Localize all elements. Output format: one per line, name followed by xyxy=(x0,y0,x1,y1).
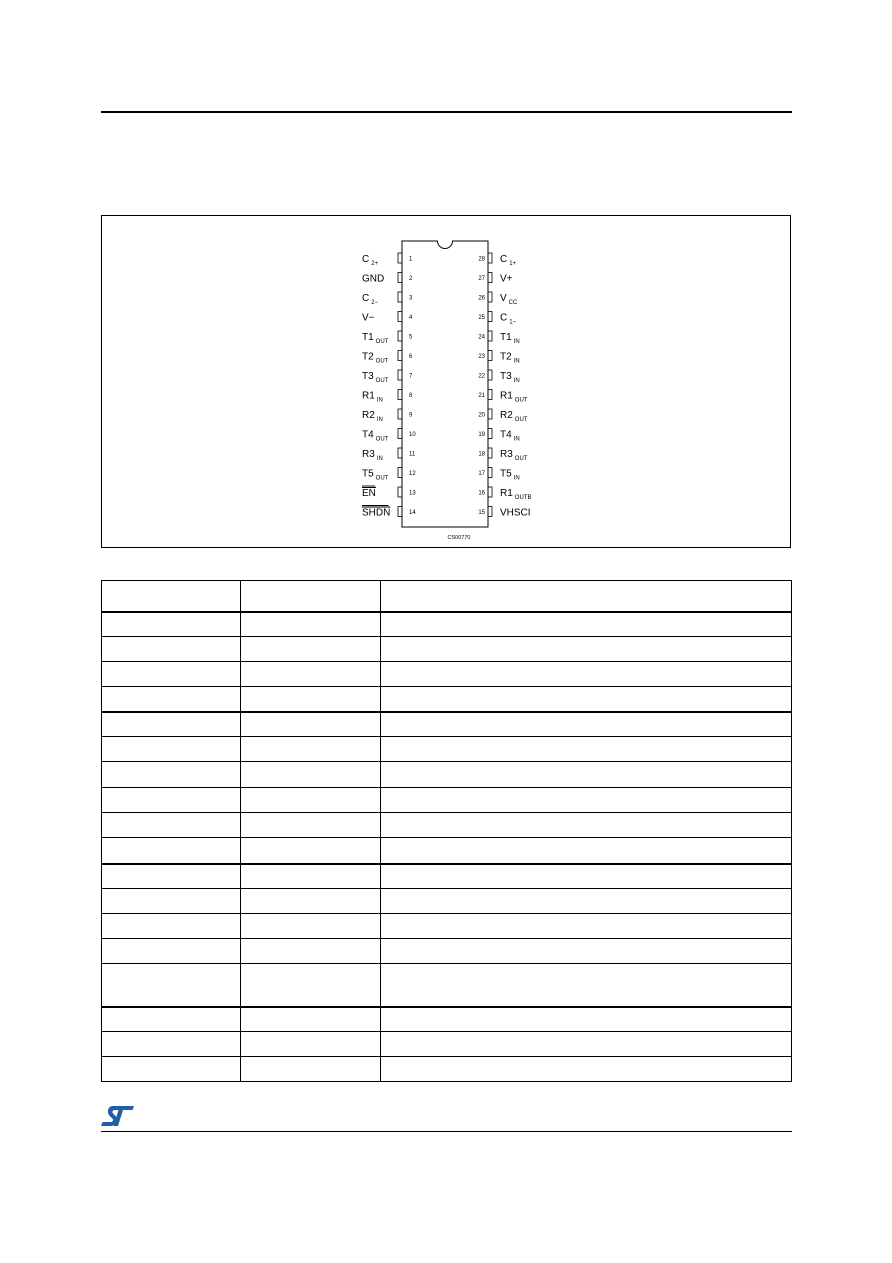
pin-number: 28 xyxy=(478,256,485,263)
pin-label: R1 $_{IN}$ xyxy=(362,390,383,404)
pin-lead xyxy=(488,331,492,341)
pin-number: 9 xyxy=(409,412,413,419)
pin-lead xyxy=(398,331,402,341)
pin-lead xyxy=(398,273,402,283)
table-cell xyxy=(381,914,791,938)
pin-5 xyxy=(362,331,413,345)
pin-number: 25 xyxy=(478,315,485,321)
pin-number: 23 xyxy=(478,354,485,360)
pin-number: 1 xyxy=(409,256,413,263)
st-logo-icon xyxy=(101,1104,135,1128)
table-header-row xyxy=(102,581,791,611)
table-header-cell xyxy=(381,581,791,611)
pin-number: 2 xyxy=(409,276,413,282)
pin-2 xyxy=(362,273,413,285)
pin-number: 22 xyxy=(478,373,485,380)
table-cell xyxy=(381,637,791,661)
table-row xyxy=(102,686,791,711)
pin-17 xyxy=(478,468,519,482)
pin-8 xyxy=(362,390,413,404)
pin-lead xyxy=(488,351,492,361)
table-cell xyxy=(241,737,381,761)
pin-label: T4 $_{IN}$ xyxy=(500,429,520,443)
table-cell xyxy=(381,939,791,963)
pin-lead xyxy=(398,468,402,478)
table-cell xyxy=(381,662,791,686)
table-row xyxy=(102,938,791,963)
pin-label: T2 $_{IN}$ xyxy=(500,351,520,365)
table-row xyxy=(102,963,791,1006)
table-cell xyxy=(241,613,381,636)
table-row xyxy=(102,736,791,761)
pin-label: T1 $_{IN}$ xyxy=(500,332,520,345)
table-cell xyxy=(102,737,241,761)
pin-number: 16 xyxy=(478,490,485,497)
pin-number: 7 xyxy=(409,373,413,380)
pin-label: V+ xyxy=(500,273,513,285)
table-cell xyxy=(381,865,791,888)
pin-number: 6 xyxy=(409,354,413,360)
pin-9 xyxy=(362,409,413,423)
table-cell xyxy=(381,1008,791,1031)
table-cell xyxy=(102,713,241,736)
pin-22 xyxy=(478,370,519,384)
pin-lead xyxy=(488,273,492,283)
table-cell xyxy=(381,964,791,1006)
pin-12 xyxy=(362,468,416,482)
pin-description-table xyxy=(101,580,792,1082)
pin-lead xyxy=(398,312,402,322)
pin-lead xyxy=(398,253,402,263)
pin-10 xyxy=(362,429,416,443)
table-cell xyxy=(241,939,381,963)
pin-21 xyxy=(478,390,527,404)
pin-label: T3 $_{IN}$ xyxy=(500,371,520,384)
pin-lead xyxy=(398,429,402,439)
footer-rule xyxy=(101,1131,792,1132)
table-cell xyxy=(102,762,241,787)
table-cell xyxy=(102,889,241,913)
table-cell xyxy=(241,1008,381,1031)
table-cell xyxy=(102,939,241,963)
table-cell xyxy=(102,1032,241,1056)
table-row xyxy=(102,711,791,736)
pin-26 xyxy=(478,292,518,306)
table-cell xyxy=(102,687,241,711)
table-row xyxy=(102,837,791,863)
table-cell xyxy=(241,788,381,812)
pin-label: T1 $_{OUT}$ xyxy=(362,332,389,345)
pin-label: V $_{CC}$ xyxy=(500,293,518,306)
table-header-cell xyxy=(241,581,381,611)
table-cell xyxy=(381,737,791,761)
pin-label: C $_{2-}$ xyxy=(362,293,379,306)
header-rule xyxy=(101,111,792,113)
pin-number: 14 xyxy=(409,510,416,516)
ic-package-body xyxy=(402,241,488,527)
pin-lead xyxy=(488,507,492,517)
pin-lead xyxy=(488,487,492,497)
table-row xyxy=(102,761,791,787)
table-cell xyxy=(241,1057,381,1081)
pin-28 xyxy=(478,253,516,267)
pin-lead xyxy=(398,409,402,419)
pin-lead xyxy=(488,448,492,458)
pin-number: 18 xyxy=(478,451,485,458)
pin-label: V− xyxy=(362,312,375,324)
pin-label: R2 $_{OUT}$ xyxy=(500,410,528,423)
figure-code-label: CS00770 xyxy=(447,535,471,541)
table-header-cell xyxy=(102,581,241,611)
pin-label: EN xyxy=(362,488,376,499)
pin-18 xyxy=(478,448,527,462)
pin-label: C $_{2+}$ xyxy=(362,254,379,267)
pin-lead xyxy=(398,370,402,380)
pin-number: 11 xyxy=(409,451,416,458)
table-row xyxy=(102,787,791,812)
pin-number: 12 xyxy=(409,471,416,477)
pin-13 xyxy=(362,486,416,499)
table-cell xyxy=(241,889,381,913)
table-cell xyxy=(241,713,381,736)
pin-15 xyxy=(478,507,530,519)
pin-lead xyxy=(488,312,492,322)
pin-lead xyxy=(488,253,492,263)
pin-1 xyxy=(362,253,413,267)
table-row xyxy=(102,1056,791,1081)
table-cell xyxy=(102,838,241,863)
table-row xyxy=(102,888,791,913)
pin-label: R1 $_{OUT}$ xyxy=(500,390,528,404)
pin-20 xyxy=(478,409,527,423)
table-cell xyxy=(241,813,381,837)
table-cell xyxy=(241,1032,381,1056)
table-cell xyxy=(102,914,241,938)
pin-number: 24 xyxy=(478,334,485,341)
table-cell xyxy=(381,889,791,913)
pin-number: 20 xyxy=(478,412,485,419)
table-cell xyxy=(381,1032,791,1056)
pin-label: C $_{1+}$ xyxy=(500,254,517,267)
table-cell xyxy=(241,914,381,938)
pin-label: T5 $_{IN}$ xyxy=(500,468,520,482)
pin-label: R3 $_{IN}$ xyxy=(362,449,383,462)
pin-label: R2 $_{IN}$ xyxy=(362,410,383,423)
pin-lead xyxy=(488,468,492,478)
pin-11 xyxy=(362,448,416,462)
pin-lead xyxy=(488,370,492,380)
ic-pinout-diagram xyxy=(102,216,792,549)
pin-number: 15 xyxy=(478,510,485,516)
pin-14 xyxy=(362,506,416,519)
table-cell xyxy=(381,1057,791,1081)
pin-number: 17 xyxy=(478,471,485,477)
pin-label: T5 $_{OUT}$ xyxy=(362,468,389,482)
table-cell xyxy=(241,637,381,661)
table-row xyxy=(102,636,791,661)
table-cell xyxy=(381,762,791,787)
pin-7 xyxy=(362,370,413,384)
pin-number: 13 xyxy=(409,490,416,497)
table-cell xyxy=(102,788,241,812)
pin-number: 10 xyxy=(409,432,416,438)
pin-lead xyxy=(398,448,402,458)
pin-lead xyxy=(488,409,492,419)
table-cell xyxy=(102,613,241,636)
pin-3 xyxy=(362,292,413,306)
pin-19 xyxy=(478,429,519,443)
pin-label: T2 $_{OUT}$ xyxy=(362,351,389,365)
table-cell xyxy=(102,662,241,686)
pin-25 xyxy=(478,312,516,326)
pin-label: VHSCI xyxy=(500,507,531,519)
table-cell xyxy=(241,762,381,787)
pin-lead xyxy=(488,429,492,439)
pin-number: 3 xyxy=(409,295,413,302)
table-cell xyxy=(381,687,791,711)
pin-lead xyxy=(488,390,492,400)
pin-label: T3 $_{OUT}$ xyxy=(362,371,389,384)
table-cell xyxy=(241,662,381,686)
pin-number: 8 xyxy=(409,393,413,399)
pin-number: 19 xyxy=(478,432,485,438)
pin-lead xyxy=(398,351,402,361)
pin-lead xyxy=(398,487,402,497)
table-row xyxy=(102,661,791,686)
pin-number: 26 xyxy=(478,295,485,302)
pin-label: R1 $_{OUTB}$ xyxy=(500,488,532,501)
pin-number: 27 xyxy=(478,276,485,282)
pin-16 xyxy=(478,487,531,501)
pin-label: T4 $_{OUT}$ xyxy=(362,429,389,443)
table-cell xyxy=(241,838,381,863)
table-row xyxy=(102,1031,791,1056)
pin-lead xyxy=(398,292,402,302)
table-cell xyxy=(381,713,791,736)
table-row xyxy=(102,611,791,636)
table-cell xyxy=(381,813,791,837)
st-logo-shape xyxy=(101,1106,134,1126)
table-row xyxy=(102,1006,791,1031)
pin-label: GND xyxy=(362,273,385,285)
table-row xyxy=(102,913,791,938)
pin-connection-figure xyxy=(101,215,791,548)
pin-4 xyxy=(362,312,413,324)
table-cell xyxy=(241,865,381,888)
table-row xyxy=(102,863,791,888)
pin-number: 5 xyxy=(409,334,413,341)
table-cell xyxy=(102,964,241,1006)
table-cell xyxy=(241,964,381,1006)
pin-24 xyxy=(478,331,519,345)
pin-lead xyxy=(398,507,402,517)
pin-label: C $_{1-}$ xyxy=(500,312,517,326)
table-cell xyxy=(381,838,791,863)
pin-lead xyxy=(488,292,492,302)
pin-number: 21 xyxy=(478,393,485,399)
table-cell xyxy=(102,1057,241,1081)
pin-label: R3 $_{OUT}$ xyxy=(500,449,528,462)
table-cell xyxy=(381,613,791,636)
table-cell xyxy=(381,788,791,812)
pin-27 xyxy=(478,273,512,285)
pin-label: SHDN xyxy=(362,507,391,519)
table-cell xyxy=(102,1008,241,1031)
pin-lead xyxy=(398,390,402,400)
pin-6 xyxy=(362,351,413,365)
table-cell xyxy=(241,687,381,711)
table-row xyxy=(102,812,791,837)
table-cell xyxy=(102,813,241,837)
table-cell xyxy=(102,637,241,661)
pin-number: 4 xyxy=(409,315,413,321)
pin-23 xyxy=(478,351,519,365)
table-cell xyxy=(102,865,241,888)
